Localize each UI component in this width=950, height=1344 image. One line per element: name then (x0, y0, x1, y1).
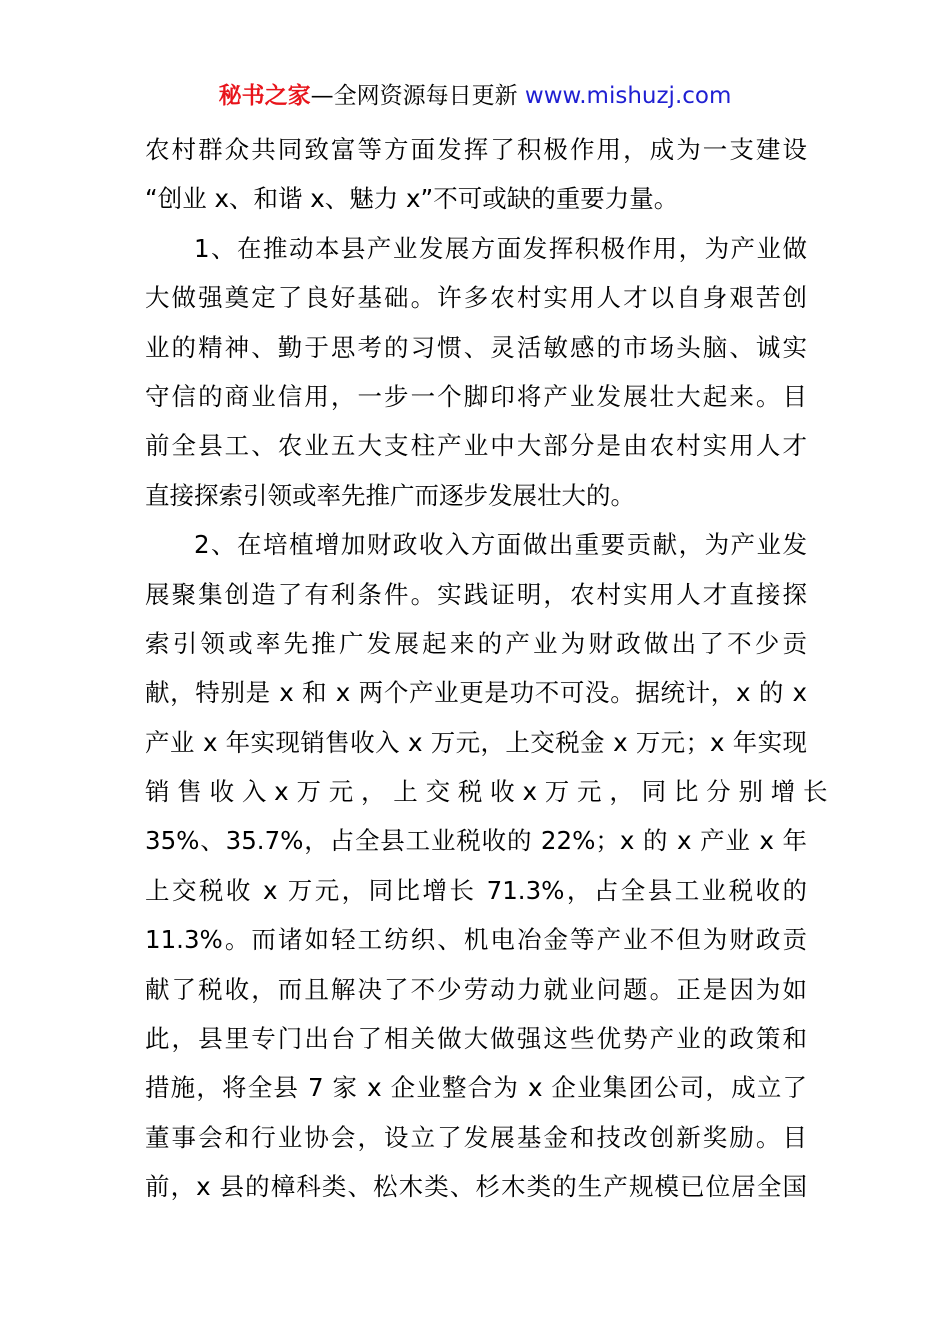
text-line: 献，特别是 x 和 x 两个产业更是功不可没。据统计，x 的 x (145, 678, 807, 708)
brand-name: 秘书之家 (218, 83, 311, 109)
text-line: 索引领或率先推广发展起来的产业为财政做出了不少贡 (145, 628, 807, 658)
text-line: 前，x 县的樟科类、松木类、杉木类的生产规模已位居全国 (145, 1172, 807, 1202)
text-line: 业的精神、勤于思考的习惯、灵活敏感的市场头脑、诚实 (145, 332, 807, 362)
document-body (145, 125, 828, 1212)
text-line: 展聚集创造了有利条件。实践证明，农村实用人才直接探 (145, 579, 807, 609)
text-line: 守信的商业信用，一步一个脚印将产业发展壮大起来。目 (145, 381, 807, 411)
text-line: 农村群众共同致富等方面发挥了积极作用，成为一支建设 (145, 135, 807, 164)
text-line: 此，县里专门出台了相关做大做强这些优势产业的政策和 (145, 1024, 807, 1054)
text-line: 大做强奠定了良好基础。许多农村实用人才以自身艰苦创 (145, 283, 807, 313)
text-line: 上交税收 x 万元，同比增长 71.3%，占全县工业税收的 (145, 875, 807, 905)
text-line: 35%、35.7%，占全县工业税收的 22%；x 的 x 产业 x 年 (145, 826, 807, 856)
text-line: 产业 x 年实现销售收入 x 万元，上交税金 x 万元；x 年实现 (145, 727, 807, 757)
text-line: 直接探索引领或率先推广而逐步发展壮大的。 (145, 480, 635, 510)
site-header (0, 80, 950, 112)
paragraph-first-line: 1、在推动本县产业发展方面发挥积极作用，为产业做 (194, 233, 807, 263)
paragraph-first-line: 2、在培植增加财政收入方面做出重要贡献，为产业发 (194, 530, 807, 560)
text-line: 销 售 收 入 x 万 元 ， 上 交 税 收 x 万 元 ， 同 比 分 别 增 长 (145, 777, 828, 807)
text-line: 前全县工、农业五大支柱产业中大部分是由农村实用人才 (145, 431, 807, 461)
text-line: 11.3%。而诸如轻工纺织、机电冶金等产业不但为财政贡 (145, 925, 807, 955)
text-line: “创业 x、和谐 x、魅力 x”不可或缺的重要力量。 (145, 184, 679, 214)
text-line: 献了税收，而且解决了不少劳动力就业问题。正是因为如 (145, 974, 807, 1004)
site-tagline: —全网资源每日更新 (310, 83, 518, 109)
text-line: 措施，将全县 7 家 x 企业整合为 x 企业集团公司，成立了 (145, 1073, 807, 1103)
site-url-link[interactable]: www.mishuzj.com (524, 83, 732, 109)
text-line: 董事会和行业协会，设立了发展基金和技改创新奖励。目 (145, 1122, 807, 1152)
